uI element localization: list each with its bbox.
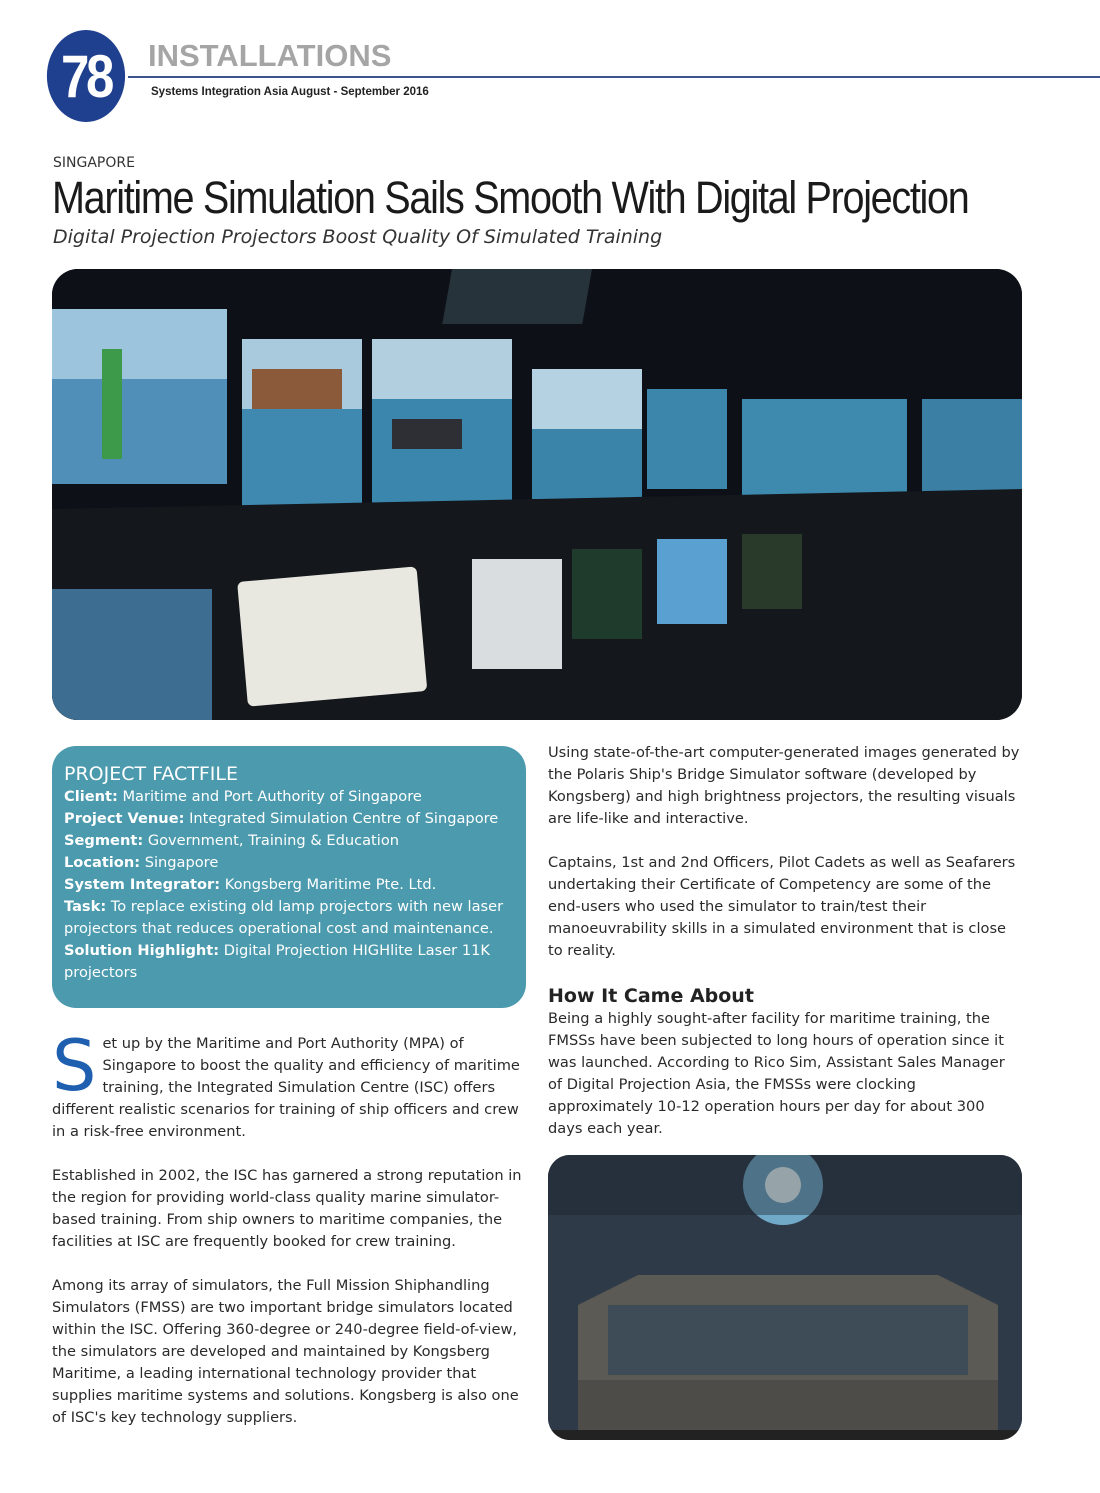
factfile-item-solution: Solution Highlight: Digital Projection HIGHlite Laser 11K projectors [64, 942, 490, 981]
factfile-title: PROJECT FACTFILE [64, 763, 238, 785]
simulator-room-photo [548, 1155, 1022, 1440]
factfile-item-venue: Project Venue: Integrated Simulation Centre of Singapore [64, 810, 499, 827]
body-paragraph: Using state-of-the-art computer-generated images generated by the Polaris Ship's Bridge Simulator software (developed by Kongsberg) and high brightness projectors, the resulting visuals are life-like and interactive. [548, 744, 1020, 827]
factfile-item-task: Task: To replace existing old lamp projectors with new laser projectors that reduces operational cost and maintenance. [64, 898, 504, 937]
factfile-item-integrator: System Integrator: Kongsberg Maritime Pte. Ltd. [64, 876, 437, 893]
drop-cap: S [52, 1025, 97, 1107]
body-paragraph: Among its array of simulators, the Full Mission Shiphandling Simulators (FMSS) are two important bridge simulators located within the ISC. Offering 360-degree or 240-degree field-of-view, the simulators are developed and maintained by Kongsberg Maritime, a leading international technology provider that supplies maritime systems and solutions. Kongsberg is also one of ISC's key technology suppliers. [52, 1277, 519, 1426]
article-headline: Maritime Simulation Sails Smooth With Digital Projection [52, 172, 969, 223]
project-factfile [52, 746, 526, 1008]
article-subheadline: Digital Projection Projectors Boost Quality Of Simulated Training [53, 226, 663, 248]
body-paragraph: Established in 2002, the ISC has garnered a strong reputation in the region for providing world-class quality marine simulator-based training. From ship owners to maritime companies, the facilities at ISC are frequently booked for crew training. [52, 1167, 522, 1250]
subheading-how-it-came-about: How It Came About [548, 985, 754, 1007]
header-rule [128, 76, 1100, 78]
body-left-column [52, 1025, 526, 1451]
factfile-item-location: Location: Singapore [64, 854, 219, 871]
issue-line: Systems Integration Asia August - September 2016 [151, 86, 429, 98]
article-kicker: SINGAPORE [53, 155, 135, 171]
bridge-simulator-photo [52, 269, 1022, 720]
body-paragraph: Being a highly sought-after facility for maritime training, the FMSSs have been subjected to long hours of operation since it was launched. According to Rico Sim, Assistant Sales Manager of Digital Projection Asia, the FMSSs were clocking approximately 10-12 operation hours per day for about 300 days each year. [548, 1010, 1005, 1137]
factfile-item-segment: Segment: Government, Training & Education [64, 832, 399, 849]
body-right-column [548, 742, 1022, 1162]
factfile-item-client: Client: Maritime and Port Authority of Singapore [64, 788, 422, 805]
section-title: INSTALLATIONS [148, 38, 392, 73]
body-paragraph: Set up by the Maritime and Port Authority (MPA) of Singapore to boost the quality and efficiency of maritime training, the Integrated Simulation Centre (ISC) offers different realistic scenarios for training of ship officers and crew in a risk-free environment. [52, 1025, 520, 1140]
body-paragraph: Captains, 1st and 2nd Officers, Pilot Cadets as well as Seafarers undertaking their Certificate of Competency are some of the end-users who used the simulator to train/test their manoeuvrability skills in a simulated environment that is close to reality. [548, 854, 1016, 959]
page-number-badge: 78 [47, 30, 125, 122]
